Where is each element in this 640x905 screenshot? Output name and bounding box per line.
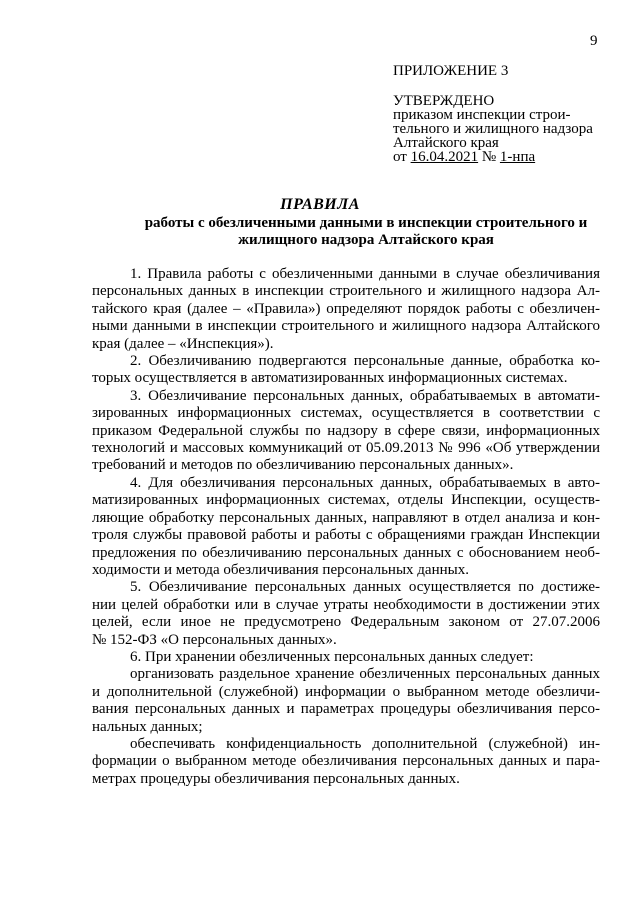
paragraph-2	[92, 353, 600, 388]
paragraph-line: нальных данных;	[92, 718, 203, 735]
paragraph-line: обеспечивать конфиденциальность дополнительной (служебной) ин-	[130, 735, 600, 752]
paragraph-1	[92, 266, 600, 353]
subtitle-line: жилищного надзора Алтайского края	[238, 232, 494, 248]
paragraph-line: вания персональных данных и параметрах процедуры обезличивания персо-	[92, 701, 600, 718]
paragraph-line: требований и методов по обезличиванию персональных данных».	[92, 457, 514, 474]
paragraph-line: организовать раздельное хранение обезличенных персональных данных	[130, 666, 600, 683]
paragraph-line: предложения по обезличиванию персональных данных с обоснованием необ-	[92, 544, 600, 561]
document-title: ПРАВИЛА	[280, 196, 360, 213]
appendix-label: ПРИЛОЖЕНИЕ 3	[393, 63, 509, 79]
paragraph-line: 4. Для обезличивания персональных данных, обрабатываемых в авто-	[130, 474, 600, 491]
approval-number: 1-нпа	[499, 149, 536, 165]
paragraph-line: технологий и массовых коммуникаций от 05.09.2013 № 996 «Об утверждении	[92, 440, 600, 457]
paragraph-line: персональных данных в инспекции строительного и жилищного надзора Ал-	[92, 283, 600, 300]
paragraph-line: тайского края (далее – «Правила») определяют порядок работы с обезличен-	[92, 300, 600, 317]
paragraph-line: матизированных информационных системах, отделы Инспекции, осуществ-	[92, 492, 600, 509]
paragraph-6-item-2	[92, 736, 600, 788]
approval-line: Алтайского края	[393, 135, 499, 151]
paragraph-line: 5. Обезличивание персональных данных осуществляется по достиже-	[130, 579, 600, 596]
paragraph-6-item-1	[92, 666, 600, 736]
subtitle-line: работы с обезличенными данными в инспекции строительного и	[144, 215, 588, 231]
paragraph-5	[92, 579, 600, 649]
approval-line: приказом инспекции строи-	[393, 107, 571, 123]
paragraph-line: нии целей обработки или в случае утраты необходимости в достижении этих	[92, 596, 600, 613]
paragraph-line: 1. Правила работы с обезличенными данными в случае обезличивания	[130, 266, 600, 282]
paragraph-4	[92, 475, 600, 579]
paragraph-line: и дополнительной (служебной) информации о выбранном методе обезличи-	[92, 683, 600, 700]
document-body	[92, 266, 600, 788]
approval-date-line	[393, 150, 593, 164]
paragraph-line: метрах процедуры обезличивания персональных данных.	[92, 770, 460, 787]
paragraph-line: № 152-ФЗ «О персональных данных».	[92, 631, 337, 648]
approval-date: 16.04.2021	[410, 149, 479, 165]
paragraph-line: торых осуществляется в автоматизированных информационных системах.	[92, 370, 568, 387]
paragraph-line: ходимости и метода обезличивания персональных данных.	[92, 561, 469, 578]
paragraph-line: ляющие обработку персональных данных, направляют в отдел анализа и кон-	[92, 509, 600, 526]
number-prefix: №	[478, 149, 500, 165]
paragraph-6	[92, 649, 600, 666]
paragraph-line: ными данными в инспекции строительного и жилищного надзора Алтайского	[92, 318, 600, 335]
paragraph-line: троля службы правовой работы и работы с обращениями граждан Инспекции	[92, 527, 600, 544]
paragraph-line: 2. Обезличиванию подвергаются персональные данные, обработка ко-	[130, 353, 600, 370]
date-prefix: от	[393, 149, 411, 165]
page-number: 9	[590, 33, 598, 49]
approval-block	[393, 94, 593, 164]
approval-line: тельного и жилищного надзора	[393, 121, 593, 137]
paragraph-line: приказом Федеральной службы по надзору в сфере связи, информационных	[92, 422, 600, 439]
paragraph-line: края (далее – «Инспекция»).	[92, 335, 274, 352]
paragraph-line: целей, если иное не предусмотрено Федеральным законом от 27.07.2006	[92, 614, 600, 631]
paragraph-line: формации о выбранном методе обезличивания персональных данных и пара-	[92, 753, 600, 770]
paragraph-line: 3. Обезличивание персональных данных, обрабатываемых в автомати-	[130, 387, 600, 404]
document-subtitle	[118, 215, 614, 249]
approved-label: УТВЕРЖДЕНО	[393, 93, 495, 109]
paragraph-line: зированных информационных системах, осуществляется в соответствии с	[92, 405, 600, 422]
paragraph-3	[92, 388, 600, 475]
paragraph-line: 6. При хранении обезличенных персональных данных следует:	[130, 648, 534, 665]
